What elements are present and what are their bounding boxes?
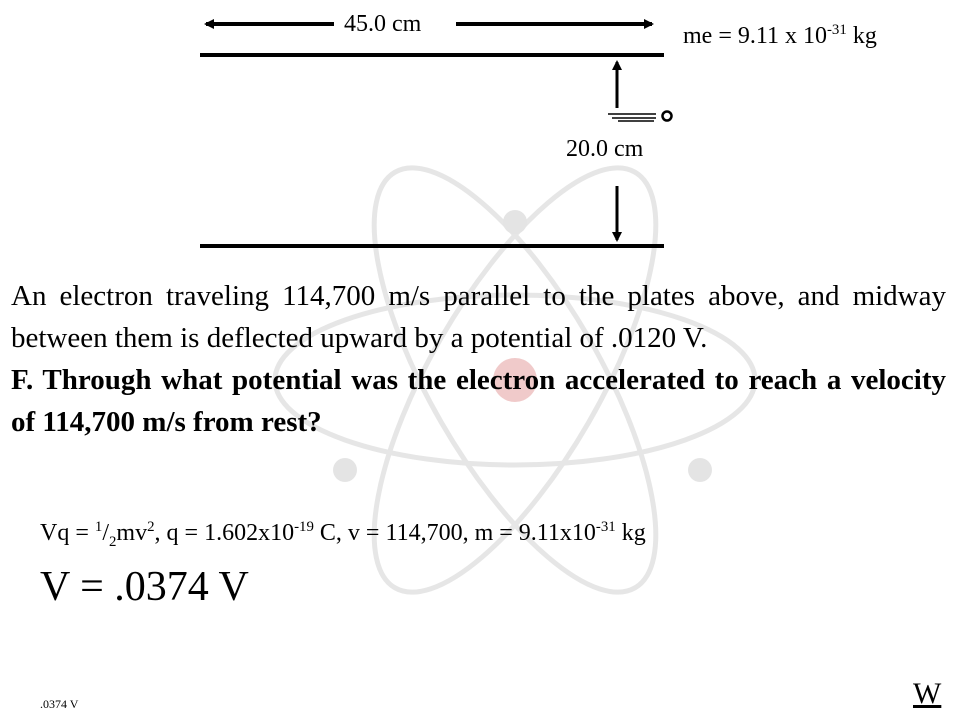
mass-exponent: -31 (595, 519, 616, 535)
problem-question: F. Through what potential was the electron accelerated to reach a velocity of 114,700 m/s from rest? (11, 364, 946, 438)
electron-icon (663, 112, 672, 121)
mass-exponent: -31 (826, 22, 847, 38)
half-denominator: 2 (108, 533, 117, 550)
mass-text: me = 9.11 x 10 (683, 23, 827, 49)
problem-text (11, 275, 946, 443)
formula-part: C, v = 114,700, m = 9.11x10 (313, 520, 596, 546)
answer: V = .0374 V (40, 564, 249, 610)
electron-motion-lines (608, 114, 656, 121)
nav-link-w[interactable]: W (913, 677, 942, 710)
formula-part: mv (116, 520, 148, 546)
formula-part: , q = 1.602x10 (154, 520, 295, 546)
electron-mass-label (683, 24, 877, 48)
formula-line (40, 519, 646, 550)
gap-label: 20.0 cm (566, 136, 644, 162)
mass-unit: kg (846, 23, 877, 49)
formula-part: Vq = (40, 520, 95, 546)
half-numerator: 1 (94, 519, 103, 535)
problem-statement: An electron traveling 114,700 m/s parallel to the plates above, and midway between them is deflected upward by a potential of .0120 V. (11, 280, 946, 354)
footer-note: .0374 V (40, 697, 79, 711)
width-label: 45.0 cm (344, 11, 422, 37)
velocity-exponent: 2 (147, 519, 155, 535)
charge-exponent: -19 (294, 519, 314, 535)
half-slash: / (102, 520, 109, 546)
formula-part: kg (615, 520, 646, 546)
